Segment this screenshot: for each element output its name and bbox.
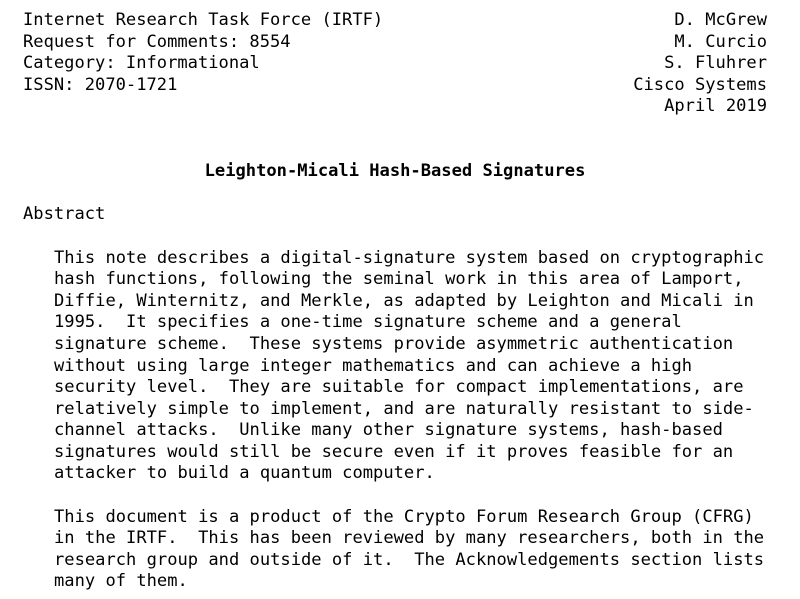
abstract-heading: Abstract bbox=[23, 204, 106, 225]
header-right-1: D. McGrew bbox=[674, 10, 767, 30]
paragraph-line: 1995. It specifies a one-time signature scheme and a general bbox=[54, 312, 682, 333]
spacer bbox=[23, 183, 767, 205]
paragraph-line: without using large integer mathematics and can achieve a high bbox=[54, 355, 693, 376]
paragraph-line: This note describes a digital-signature system based on cryptographic bbox=[54, 247, 765, 268]
header-row-4 bbox=[23, 75, 767, 97]
header-right-3: S. Fluhrer bbox=[664, 53, 767, 74]
paragraph-line: This document is a product of the Crypto Forum Research Group (CFRG) bbox=[54, 506, 754, 527]
paragraph-line: signatures would still be secure even if it proves feasible for an bbox=[54, 441, 734, 462]
paragraph-line: signature scheme. These systems provide asymmetric authentication bbox=[54, 333, 734, 354]
paragraph-line: in the IRTF. This has been reviewed by many researchers, both in the bbox=[54, 528, 765, 549]
paragraph-line: Diffie, Winternitz, and Merkle, as adapted by Leighton and Micali in bbox=[54, 290, 754, 311]
header-right-5: April 2019 bbox=[664, 96, 767, 117]
header-right-2: M. Curcio bbox=[674, 31, 767, 52]
rfc-document bbox=[23, 10, 767, 593]
spacer bbox=[23, 485, 767, 507]
spacer bbox=[23, 118, 767, 140]
paragraph-line: research group and outside of it. The Acknowledgements section lists bbox=[54, 549, 765, 570]
header-left-1: Internet Research Task Force (IRTF) bbox=[23, 10, 384, 30]
paragraph-line: attacker to build a quantum computer. bbox=[54, 463, 435, 484]
header-row-3 bbox=[23, 53, 767, 75]
paragraph-line: channel attacks. Unlike many other signature systems, hash-based bbox=[54, 420, 723, 441]
paragraph-line: relatively simple to implement, and are naturally resistant to side- bbox=[54, 398, 754, 419]
paragraph-line: many of them. bbox=[54, 571, 188, 592]
abstract-paragraph-1 bbox=[23, 248, 767, 486]
paragraph-line: security level. They are suitable for compact implementations, are bbox=[54, 377, 744, 398]
spacer bbox=[23, 226, 767, 248]
abstract-paragraph-2 bbox=[23, 507, 767, 593]
document-title: Leighton-Micali Hash-Based Signatures bbox=[204, 161, 586, 182]
header-left-3: Category: Informational bbox=[23, 53, 260, 74]
header-row-2 bbox=[23, 32, 767, 54]
header-left-4: ISSN: 2070-1721 bbox=[23, 74, 178, 95]
header-left-2: Request for Comments: 8554 bbox=[23, 31, 291, 52]
paragraph-line: hash functions, following the seminal work in this area of Lamport, bbox=[54, 269, 744, 290]
header-right-4: Cisco Systems bbox=[633, 74, 767, 95]
spacer bbox=[23, 140, 767, 162]
header-row-1 bbox=[23, 10, 767, 32]
header-row-5 bbox=[23, 96, 767, 118]
